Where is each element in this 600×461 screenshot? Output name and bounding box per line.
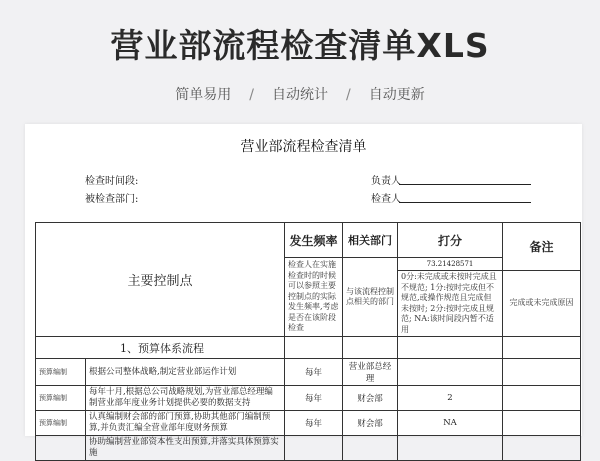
inspector-label: 检查人	[371, 194, 401, 205]
row-score[interactable]: NA	[398, 411, 503, 436]
separator: /	[249, 87, 254, 103]
row-dept: 财会部	[343, 386, 398, 411]
checked-dept-label: 被检查部门:	[85, 194, 139, 205]
row-score[interactable]: 2	[398, 386, 503, 411]
feature-auto-update: 自动更新	[368, 87, 425, 103]
row-note[interactable]	[503, 359, 581, 386]
responsible-label: 负责人	[371, 176, 401, 187]
feature-easy: 简单易用	[175, 87, 232, 103]
row-text: 根据公司整体战略,制定营业部运作计划	[86, 359, 285, 386]
row-note[interactable]	[503, 386, 581, 411]
row-tag: 预算编制	[36, 386, 86, 411]
row-freq: 每年	[285, 359, 343, 386]
score-total: 73.21428571	[398, 258, 503, 271]
feature-auto-stat: 自动统计	[272, 87, 328, 103]
row-tag	[36, 436, 86, 461]
table-row	[36, 436, 581, 461]
row-dept: 营业部总经理	[343, 359, 398, 386]
row-dept	[343, 436, 398, 461]
score-header: 打分	[398, 223, 503, 258]
spreadsheet-preview	[25, 124, 582, 458]
feature-tagline	[0, 84, 600, 104]
row-score[interactable]	[398, 436, 503, 461]
dept-desc: 与该流程控制点相关的部门	[343, 258, 398, 337]
row-tag: 预算编制	[36, 359, 86, 386]
responsible-underline	[399, 184, 531, 185]
row-tag: 预算编制	[36, 411, 86, 436]
dept-header: 相关部门	[343, 223, 398, 258]
row-freq	[285, 436, 343, 461]
table-row	[36, 386, 581, 411]
row-text: 协助编制营业部资本性支出预算,并落实具体预算实施	[86, 436, 285, 461]
table-row	[36, 359, 581, 386]
inspector-underline	[399, 202, 531, 203]
main-control-header: 主要控制点	[36, 223, 285, 337]
empty-cell	[398, 337, 503, 359]
frequency-desc: 检查人在实施检查时的时候可以参照主要控制点的实际发生频率,考虑是否在该阶段检查	[285, 258, 343, 337]
check-period-label: 检查时间段:	[85, 176, 139, 187]
empty-cell	[285, 337, 343, 359]
table-row	[36, 411, 581, 436]
frequency-header: 发生频率	[285, 223, 343, 258]
row-dept: 财会部	[343, 411, 398, 436]
empty-cell	[343, 337, 398, 359]
score-desc: 0分:未完成或未按时完成且不规范; 1分:按时完成但不规范,或操作规范且完成但未按时; 2分:按时完成且规范; NA:该时间段内暂不适用	[398, 271, 503, 337]
checklist-table	[35, 222, 581, 461]
row-text: 每年十月,根据总公司战略规划,为营业部总经理编制营业部年度业务计划提供必要的数据支持	[86, 386, 285, 411]
page-title: 营业部流程检查清单XLS	[110, 26, 490, 65]
note-header: 备注	[503, 223, 581, 271]
row-note[interactable]	[503, 411, 581, 436]
row-note[interactable]	[503, 436, 581, 461]
note-desc: 完成或未完成原因	[503, 271, 581, 337]
empty-cell	[503, 337, 581, 359]
document-title: 营业部流程检查清单	[240, 139, 367, 155]
section-title: 1、预算体系流程	[36, 337, 285, 359]
row-text: 认真编制财会部的部门预算,协助其他部门编制预算,并负责汇编全营业部年度财务预算	[86, 411, 285, 436]
separator: /	[346, 87, 351, 103]
row-score[interactable]	[398, 359, 503, 386]
row-freq: 每年	[285, 386, 343, 411]
row-freq: 每年	[285, 411, 343, 436]
